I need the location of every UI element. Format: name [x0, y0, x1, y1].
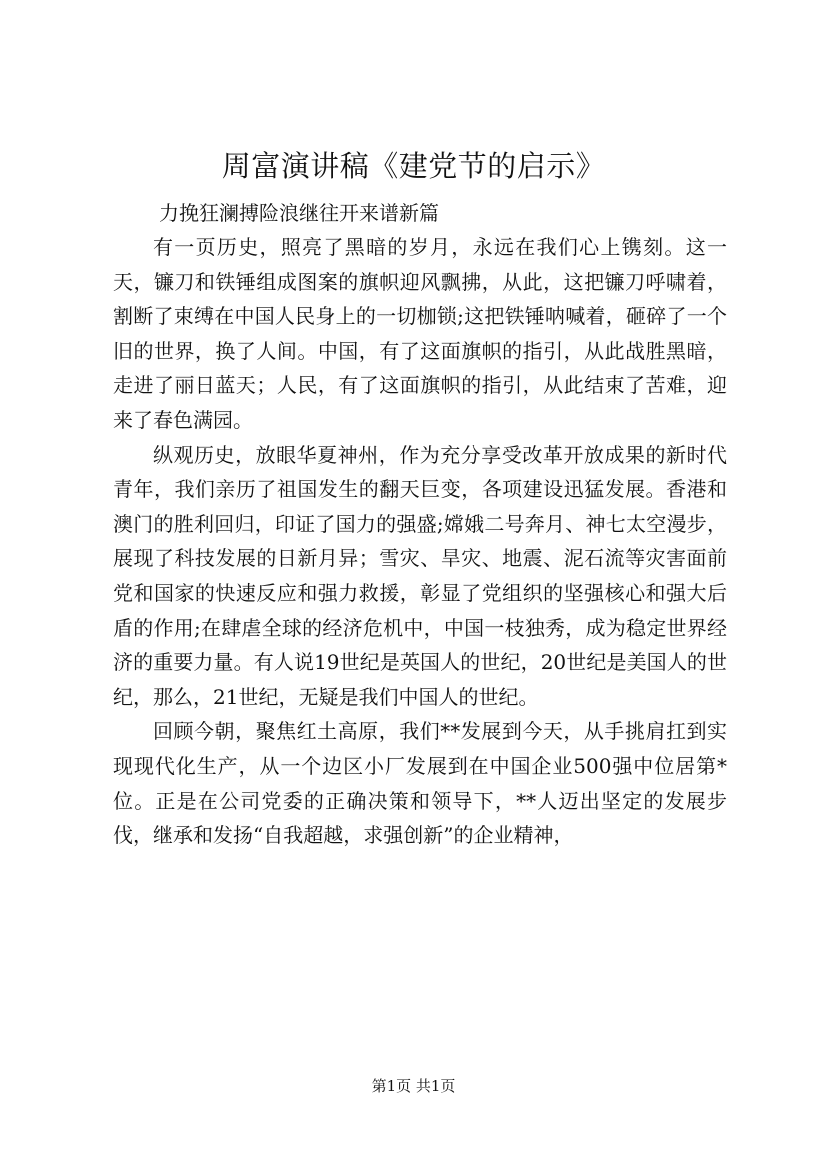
paragraph: 回顾今朝，聚焦红土高原，我们**发展到今天，从手挑肩扛到实现现代化生产，从一个边区小厂发展到在中国企业500强中位居第*位。正是在公司党委的正确决策和领导下，**人迈出坚定的发展步伐，继承和发扬“自我超越，求强创新”的企业精神， [113, 719, 727, 848]
page-footer: 第1页 共1页 [371, 1077, 456, 1095]
document-body [113, 197, 727, 853]
document-subtitle: 力挽狂澜搏险浪继往开来谱新篇 [159, 201, 439, 225]
document-title: 周富演讲稿《建党节的启示》 [221, 149, 606, 183]
paragraph: 纵观历史，放眼华夏神州，作为充分享受改革开放成果的新时代青年，我们亲历了祖国发生的翻天巨变，各项建设迅猛发展。香港和澳门的胜利回归，印证了国力的强盛;嫦娥二号奔月、神七太空漫步，展现了科技发展的日新月异；雪灾、旱灾、地震、泥石流等灾害面前党和国家的快速反应和强力救援，彰显了党组织的坚强核心和强大后盾的作用;在肆虐全球的经济危机中，中国一枝独秀，成为稳定世界经济的重要力量。有人说19世纪是英国人的世纪，20世纪是美国人的世纪，那么，21世纪，无疑是我们中国人的世纪。 [113, 442, 727, 709]
paragraph: 有一页历史，照亮了黑暗的岁月，永远在我们心上镌刻。这一天，镰刀和铁锤组成图案的旗帜迎风飘拂，从此，这把镰刀呼啸着，割断了束缚在中国人民身上的一切枷锁;这把铁锤呐喊着，砸碎了一个旧的世界，换了人间。中国，有了这面旗帜的指引，从此战胜黑暗，走进了丽日蓝天；人民，有了这面旗帜的指引，从此结束了苦难，迎来了春色满园。 [113, 235, 727, 432]
